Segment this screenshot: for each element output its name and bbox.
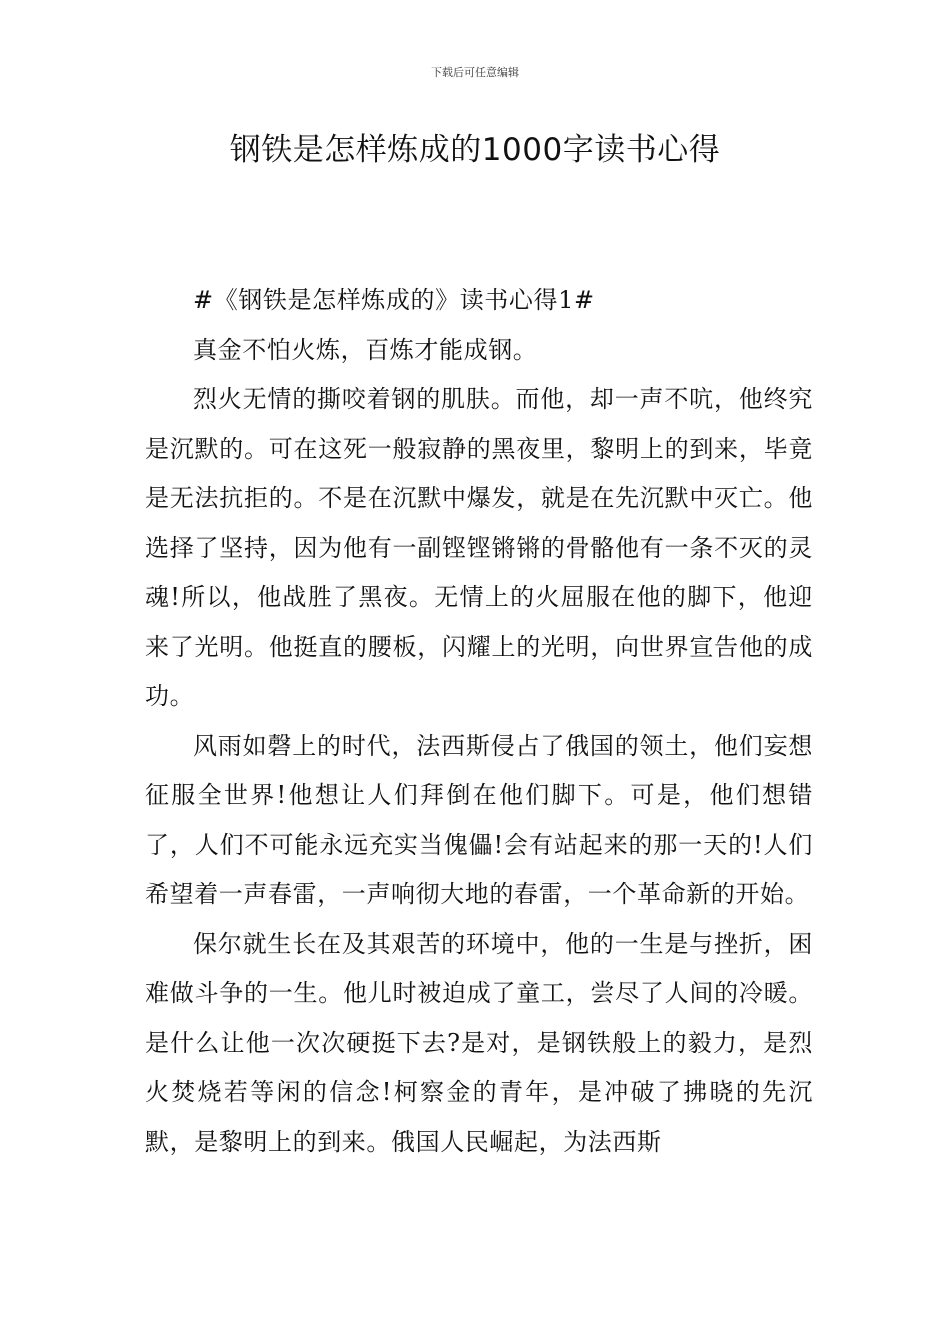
body-paragraph: 真金不怕火炼，百炼才能成钢。: [193, 335, 538, 364]
document-body: [145, 276, 813, 1167]
body-paragraph: 保尔就生长在及其艰苦的环境中，他的一生是与挫折，困难做斗争的一生。他儿时被迫成了童工，尝尽了人间的冷暖。是什么让他一次次硬挺下去?是对，是钢铁般上的毅力，是烈火焚烧若等闲的信念!柯察金的青年，是冲破了拂晓的先沉默，是黎明上的到来。俄国人民崛起，为法西斯: [145, 929, 813, 1156]
document-title: 钢铁是怎样炼成的1000字读书心得: [229, 132, 721, 168]
body-paragraph: 风雨如磬上的时代，法西斯侵占了俄国的领土，他们妄想征服全世界!他想让人们拜倒在他们脚下。可是，他们想错了，人们不可能永远充实当傀儡!会有站起来的那一天的!人们希望着一声春雷，一声响彻大地的春雷，一个革命新的开始。: [145, 731, 813, 908]
header-note: 下载后可任意编辑: [431, 66, 519, 79]
section-heading: #《钢铁是怎样炼成的》读书心得1#: [193, 286, 595, 314]
body-paragraph: 烈火无情的撕咬着钢的肌肤。而他，却一声不吭，他终究是沉默的。可在这死一般寂静的黑夜里，黎明上的到来，毕竟是无法抗拒的。不是在沉默中爆发，就是在先沉默中灭亡。他选择了坚持，因为他有一副铿铿锵锵的骨骼他有一条不灭的灵魂!所以，他战胜了黑夜。无情上的火屈服在他的脚下，他迎来了光明。他挺直的腰板，闪耀上的光明，向世界宣告他的成功。: [145, 385, 813, 710]
